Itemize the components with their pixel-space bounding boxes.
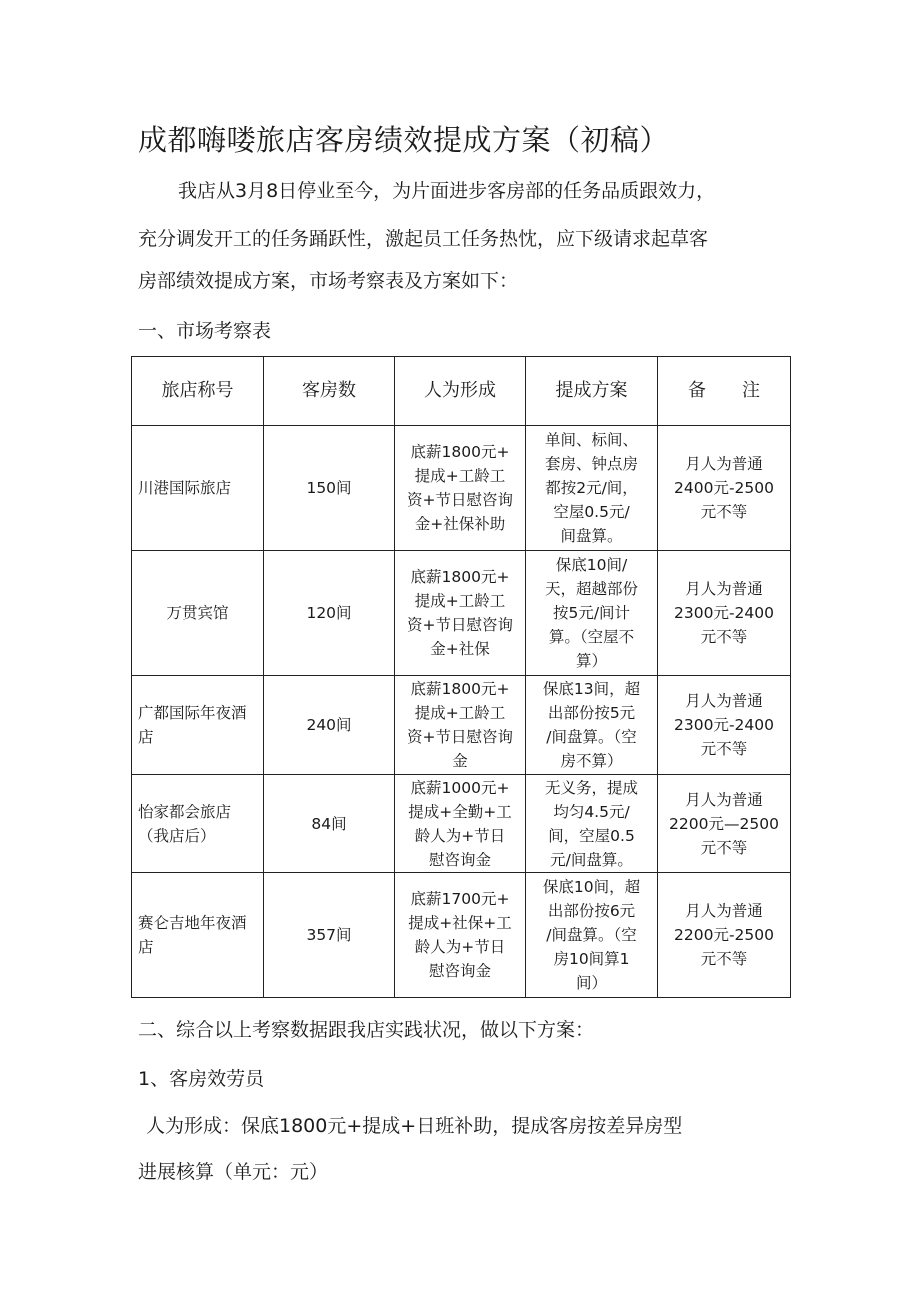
- table-row: [132, 551, 791, 676]
- cell-commission-plan: [526, 426, 658, 551]
- cell-wage-structure: [395, 676, 526, 775]
- text-line: 龄人为+节日: [414, 826, 506, 845]
- cell-commission-plan: [526, 775, 658, 873]
- text-line: 月人为普通: [685, 692, 763, 710]
- header-room-count: 客房数: [264, 357, 395, 426]
- text-line: 资+节日慰咨询: [407, 728, 513, 746]
- cell-wage-structure: [395, 873, 526, 998]
- text-line: 底薪1800元+: [410, 680, 510, 698]
- cell-room-count: 357间: [264, 873, 395, 998]
- text-line: 元/间盘算。: [550, 850, 633, 869]
- cell-remarks: [658, 426, 791, 551]
- text-line: 提成+全勤+工: [408, 802, 512, 821]
- text-line: 慰咨询金: [428, 850, 491, 869]
- text-line: 均匀4.5元/: [553, 802, 630, 821]
- text-line: 底薪1000元+: [410, 778, 510, 797]
- document-title: 成都嗨喽旅店客房绩效提成方案（初稿）: [138, 123, 670, 157]
- text-line: 2200元—2500: [669, 814, 779, 833]
- text-line: 间盘算。: [560, 527, 623, 545]
- section-heading-survey: 一、市场考察表: [138, 320, 272, 342]
- table-row: [132, 676, 791, 775]
- text-line: 2300元-2400: [674, 604, 774, 622]
- table-row: [132, 426, 791, 551]
- table-row: [132, 873, 791, 998]
- header-hotel-name: 旅店称号: [132, 357, 264, 426]
- cell-hotel-name: 怡家都会旅店（我店后）: [132, 775, 264, 873]
- text-line: 2200元-2500: [674, 926, 774, 944]
- text-line: 月人为普通: [685, 902, 763, 920]
- text-line: 慰咨询金: [428, 962, 491, 980]
- text-line: 都按2元/间，: [545, 479, 638, 497]
- cell-room-count: 120间: [264, 551, 395, 676]
- cell-wage-structure: [395, 775, 526, 873]
- header-commission-plan: 提成方案: [526, 357, 658, 426]
- text-line: 底薪1800元+: [410, 568, 510, 586]
- text-line: 月人为普通: [685, 790, 763, 809]
- text-line: 底薪1700元+: [410, 890, 510, 908]
- text-line: 房10间算1: [553, 950, 630, 968]
- cell-remarks: [658, 873, 791, 998]
- cell-remarks: [658, 676, 791, 775]
- table-row: [132, 775, 791, 873]
- cell-commission-plan: [526, 551, 658, 676]
- text-line: /间盘算。（空: [546, 728, 637, 746]
- cell-hotel-name: 川港国际旅店: [132, 426, 264, 551]
- text-line: 间，空屋0.5: [548, 826, 635, 845]
- header-wage-structure: 人为形成: [395, 357, 526, 426]
- text-line: 算）: [575, 652, 607, 670]
- text-line: 元不等: [700, 838, 748, 857]
- text-line: 天，超越部份: [544, 580, 638, 598]
- text-line: 龄人为+节日: [414, 938, 506, 956]
- plan-line-1: 人为形成：保底1800元+提成+日班补助，提成客房按差异房型: [146, 1115, 683, 1137]
- text-line: 无义务，提成: [544, 778, 638, 797]
- text-line: 元不等: [700, 628, 748, 646]
- text-line: 空屋0.5元/: [553, 503, 630, 521]
- text-line: 月人为普通: [685, 580, 763, 598]
- text-line: 提成+工龄工: [414, 592, 506, 610]
- cell-remarks: [658, 775, 791, 873]
- plan-line-2: 进展核算（单元：元）: [138, 1161, 329, 1183]
- text-line: 元不等: [700, 950, 748, 968]
- text-line: 金+社保: [430, 640, 490, 658]
- text-line: 月人为普通: [685, 455, 763, 473]
- cell-wage-structure: [395, 426, 526, 551]
- intro-line-2: 充分调发开工的任务踊跃性，激起员工任务热忱，应下级请求起草客: [138, 228, 709, 250]
- text-line: 出部份按6元: [547, 902, 636, 920]
- text-line: 保底13间，超: [542, 680, 641, 698]
- cell-commission-plan: [526, 676, 658, 775]
- text-line: 出部份按5元: [547, 704, 636, 722]
- section-heading-plan: 二、综合以上考察数据跟我店实践状况，做以下方案：: [138, 1019, 595, 1041]
- section-heading-room-attendant: 1、客房效劳员: [138, 1068, 265, 1090]
- text-line: 保底10间/: [555, 556, 628, 574]
- text-line: 元不等: [700, 740, 748, 758]
- cell-room-count: 150间: [264, 426, 395, 551]
- cell-remarks: [658, 551, 791, 676]
- intro-line-1: 我店从3月8日停业至今，为片面进步客房部的任务品质跟效力，: [178, 180, 716, 202]
- text-line: 按5元/间计: [552, 604, 631, 622]
- text-line: 提成+社保+工: [408, 914, 512, 932]
- cell-commission-plan: [526, 873, 658, 998]
- text-line: 间）: [575, 974, 607, 992]
- text-line: 房不算）: [560, 752, 623, 770]
- text-line: 金+社保补助: [414, 515, 506, 533]
- text-line: 2300元-2400: [674, 716, 774, 734]
- text-line: 单间、标间、: [544, 431, 638, 449]
- text-line: /间盘算。（空: [546, 926, 637, 944]
- intro-line-3: 房部绩效提成方案，市场考察表及方案如下：: [138, 270, 519, 292]
- cell-hotel-name: 广都国际年夜酒店: [132, 676, 264, 775]
- text-line: 金: [452, 752, 468, 770]
- text-line: 套房、钟点房: [544, 455, 638, 473]
- text-line: 底薪1800元+: [410, 443, 510, 461]
- text-line: 算。（空屋不: [548, 628, 635, 646]
- cell-room-count: 240间: [264, 676, 395, 775]
- cell-room-count: 84间: [264, 775, 395, 873]
- text-line: 资+节日慰咨询: [407, 616, 513, 634]
- cell-hotel-name: 万贯宾馆: [132, 551, 264, 676]
- text-line: 2400元-2500: [674, 479, 774, 497]
- text-line: 元不等: [700, 503, 748, 521]
- market-survey-table: [131, 356, 791, 998]
- text-line: 提成+工龄工: [414, 704, 506, 722]
- text-line: 资+节日慰咨询: [407, 491, 513, 509]
- table-header-row: [132, 357, 791, 426]
- header-remarks: 备 注: [658, 357, 791, 426]
- cell-wage-structure: [395, 551, 526, 676]
- text-line: 保底10间，超: [542, 878, 641, 896]
- cell-hotel-name: 赛仑吉地年夜酒店: [132, 873, 264, 998]
- text-line: 提成+工龄工: [414, 467, 506, 485]
